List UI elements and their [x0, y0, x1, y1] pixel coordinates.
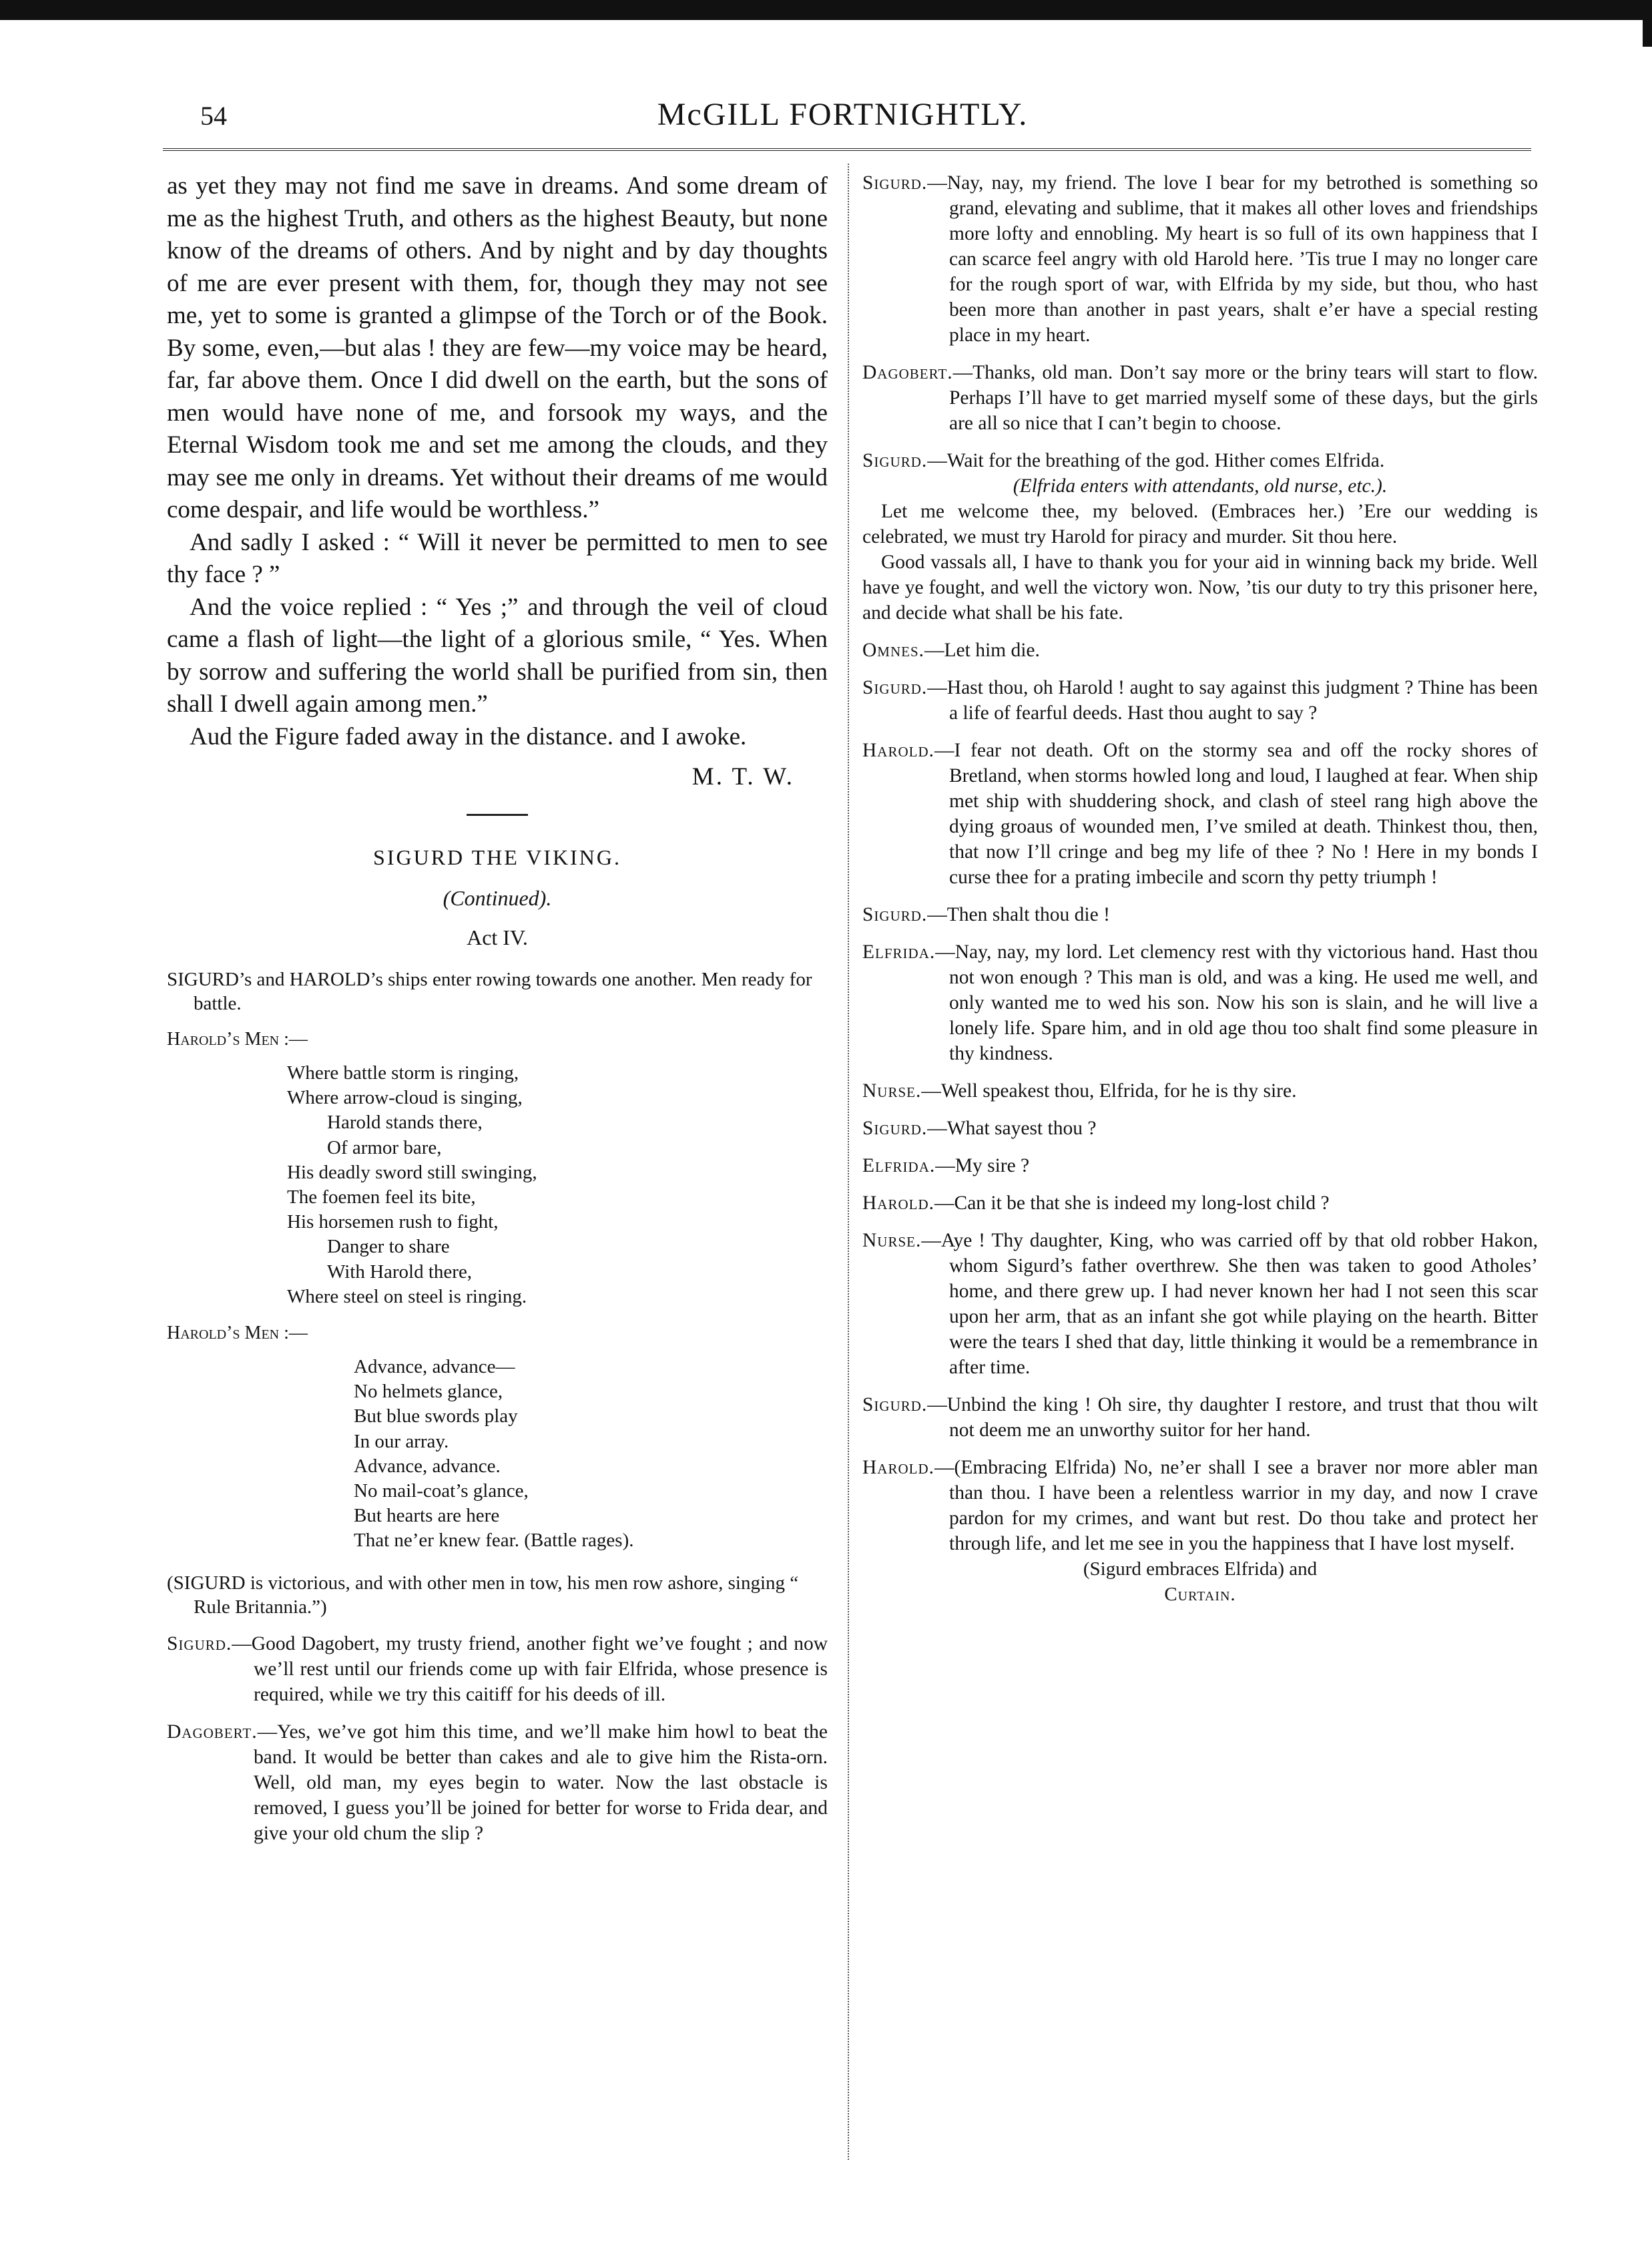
- speech-harold: [862, 738, 1538, 890]
- speaker-name: Sigurd.: [862, 450, 928, 471]
- speech-elfrida: [862, 939, 1538, 1066]
- verse-line: Harold stands there,: [327, 1112, 483, 1134]
- verse-block: [354, 1355, 828, 1554]
- essay-paragraph: And sadly I asked : “ Will it never be permitted to men to see thy face ? ”: [167, 528, 828, 588]
- speech-text: —Well speakest thou, Elfrida, for he is thy sire.: [921, 1080, 1297, 1102]
- speaker-name: Harold.: [862, 1457, 935, 1478]
- speech-sigurd: [862, 1392, 1538, 1443]
- speech-sigurd: [862, 902, 1538, 927]
- essay-paragraph: And the voice replied : “ Yes ;” and through the veil of cloud came a flash of light—the light of a glorious smile, “ Yes. When by sorrow and suffering the world shall be purified from sin, then shall I dwell again among men.”: [167, 593, 828, 718]
- speech-sigurd: [862, 448, 1538, 473]
- speech-nurse: [862, 1078, 1538, 1104]
- speaker-name: Sigurd.: [862, 1118, 928, 1139]
- speaker-name: Dagobert.: [167, 1721, 258, 1743]
- verse-line: Danger to share: [327, 1236, 450, 1258]
- verse-line: Where arrow-cloud is singing,: [287, 1087, 523, 1109]
- verse-line: His horsemen rush to fight,: [287, 1211, 499, 1233]
- speech-text: —Thanks, old man. Don’t say more or the briny tears will start to flow. Perhaps I’ll have to get married myself some of these days, but the girls are all so nice that I can’t begin to choose.: [949, 362, 1538, 434]
- essay-paragraph: as yet they may not find me save in dreams. And some dream of me as the highest Truth, and others as the highest Beauty, but none know of the dreams of others. And by night and by day thoughts of me are ever present with them, for, though they may not see me, yet to some is granted a glimpse of the Torch or of the Book. By some, even,—but alas ! they are few—my voice may be heard, far, far above them. Once I did dwell on the earth, but the sons of men would have none of me, and forsook my ways, and the Eternal Wisdom took me and set me among the clouds, and they may see me only in dreams. Yet without their dreams of me would come despair, and life would be worthless.”: [167, 172, 828, 523]
- speech-sigurd: [862, 1116, 1538, 1141]
- verse-line: His deadly sword still swinging,: [287, 1161, 537, 1183]
- speaker-name: Harold.: [862, 1192, 935, 1214]
- speech-text: —Let him die.: [924, 640, 1040, 661]
- speech-text: —(Embracing Elfrida) No, ne’er shall I see a braver nor more abler man than thou. I have been a relentless warrior in my day, and now I crave pardon for my crimes, and want but rest. Do thou take and protect her through life, and let me see in you the happiness that I have lost myself.: [934, 1457, 1538, 1554]
- speaker-name: Elfrida.: [862, 1155, 936, 1176]
- speech-harold: [862, 1190, 1538, 1216]
- verse-line: No helmets glance,: [354, 1381, 503, 1403]
- speech-text: —Good Dagobert, my trusty friend, another fight we’ve fought ; and now we’ll rest until our friends come up with fair Elfrida, whose presence is required, while we try this caitiff for his deeds of ill.: [232, 1632, 828, 1705]
- verse-line: Of armor bare,: [327, 1136, 442, 1158]
- chorus-heading: Harold’s Men :—: [167, 1323, 308, 1344]
- speech-text: —Nay, nay, my lord. Let clemency rest with thy victorious hand. Hast thou not won enough ? This man is old, and was a king. He used me well, and only wanted me to wed his son. Now his son is slain, and he will live a lonely life. Spare him, and in old age thou too shalt find some pleasure in thy kindness.: [935, 941, 1538, 1064]
- header-rule: [163, 148, 1531, 151]
- speech-sigurd: [862, 170, 1538, 348]
- left-column: [167, 170, 828, 1846]
- speaker-name: Sigurd.: [862, 677, 928, 698]
- play-title: SIGURD THE VIKING.: [373, 845, 621, 869]
- verse-line: The foemen feel its bite,: [287, 1186, 476, 1208]
- speech-text: —Wait for the breathing of the god. Hither comes Elfrida.: [927, 450, 1385, 471]
- speaker-name: Nurse.: [862, 1230, 922, 1251]
- right-column: [862, 170, 1538, 1607]
- final-stage-direction: (Sigurd embraces Elfrida) and: [1083, 1558, 1318, 1580]
- author-signature: M. T. W.: [692, 763, 794, 791]
- speech-text: —Nay, nay, my friend. The love I bear for my betrothed is something so grand, elevating and sublime, that it makes all other loves and friendships more lofty and ennobling. My heart is so full of its own happiness that I can scarce feel angry with old Harold here. ’Tis true I may no longer care for the rough sport of war, with Elfrida by my side, but thou, who hast been more than another in past years, shalt e’er have a special resting place in my heart.: [927, 172, 1538, 346]
- chorus-heading: Harold’s Men :—: [167, 1029, 308, 1050]
- play-subtitle: (Continued).: [443, 886, 552, 910]
- speaker-name: Harold.: [862, 740, 935, 761]
- speech-sigurd: [862, 675, 1538, 726]
- speech-text: —Then shalt thou die !: [927, 904, 1110, 925]
- speech-text: —Can it be that she is indeed my long-lost child ?: [934, 1192, 1330, 1214]
- column-divider: [848, 164, 849, 2160]
- scan-edge-top: [0, 0, 1652, 20]
- speech-text: —Hast thou, oh Harold ! aught to say against this judgment ? Thine has been a life of fearful deeds. Hast thou aught to say ?: [927, 677, 1538, 724]
- speech-text: —Unbind the king ! Oh sire, thy daughter I restore, and trust that thou wilt not deem me an unworthy suitor for her hand.: [927, 1394, 1538, 1441]
- speaker-name: Sigurd.: [862, 1394, 928, 1415]
- page-number: 54: [200, 101, 227, 131]
- speech-paragraph: Good vassals all, I have to thank you for your aid in winning back my bride. Well have ye fought, and well the victory won. Now, ’tis our duty to try this prisoner here, and decide what shall be his fate.: [862, 551, 1538, 624]
- speech-text: —What sayest thou ?: [927, 1118, 1097, 1139]
- speaker-name: Nurse.: [862, 1080, 922, 1102]
- speech-harold: [862, 1455, 1538, 1556]
- verse-line: In our array.: [354, 1430, 449, 1452]
- verse-line: Where steel on steel is ringing.: [287, 1285, 527, 1307]
- stage-direction: (SIGURD is victorious, and with other men in tow, his men row ashore, singing “ Rule Britannia.”): [167, 1572, 799, 1618]
- speech-nurse: [862, 1228, 1538, 1380]
- speaker-name: Elfrida.: [862, 941, 936, 963]
- journal-title: McGILL FORTNIGHTLY.: [657, 97, 1029, 132]
- curtain-line: Curtain.: [1164, 1584, 1236, 1605]
- verse-line: But hearts are here: [354, 1505, 500, 1527]
- speech-dagobert: [167, 1719, 828, 1846]
- section-separator: [467, 814, 528, 816]
- verse-line: That ne’er knew fear. (Battle rages).: [354, 1530, 634, 1552]
- stage-direction: (Elfrida enters with attendants, old nurse, etc.).: [1013, 475, 1388, 497]
- essay-paragraph: Aud the Figure faded away in the distance. and I awoke.: [190, 722, 747, 750]
- speech-text: —I fear not death. Oft on the stormy sea and off the rocky shores of Bretland, when storms howled long and loud, I laughed at fear. When ship met ship with shuddering shock, and clash of steel rang high above the dying groaus of wounded men, I’ve smiled at death. Thinkest thou, then, that now I’ll cringe and beg my life of thee ? No ! Here in my bonds I curse thee for a prating imbecile and scorn thy petty triumph !: [934, 740, 1538, 888]
- speech-dagobert: [862, 360, 1538, 436]
- page-header: [154, 97, 1532, 140]
- act-heading: Act IV.: [467, 925, 528, 949]
- speaker-name: Sigurd.: [862, 172, 928, 194]
- speaker-name: Sigurd.: [167, 1632, 232, 1654]
- verse-line: Advance, advance.: [354, 1455, 501, 1477]
- speaker-name: Dagobert.: [862, 362, 953, 383]
- scan-edge-right: [1643, 0, 1652, 47]
- speech-text: —Yes, we’ve got him this time, and we’ll make him howl to beat the band. It would be better than cakes and ale to give him the Rista-orn. Well, old man, my eyes begin to water. Now the last obstacle is removed, I guess you’ll be joined for better for worse to Frida dear, and give your old chum the slip ?: [254, 1721, 828, 1844]
- verse-line: With Harold there,: [327, 1261, 473, 1283]
- speech-paragraph: Let me welcome thee, my beloved. (Embraces her.) ’Ere our wedding is celebrated, we must try Harold for piracy and murder. Sit thou here.: [862, 501, 1538, 547]
- verse-line: Advance, advance—: [354, 1356, 515, 1378]
- speaker-name: Sigurd.: [862, 904, 928, 925]
- verse-block: [287, 1061, 828, 1309]
- speech-text: —Aye ! Thy daughter, King, who was carried off by that old robber Hakon, whom Sigurd’s father overthrew. She then was taken to good Atholes’ home, and there grew up. I had never known her had I not seen this scar upon her arm, that as an infant she got while playing on the hearth. Bitter were the tears I shed that day, little thinking it would be a remembrance in after time.: [921, 1230, 1538, 1378]
- stage-direction: SIGURD’s and HAROLD’s ships enter rowing towards one another. Men ready for battle.: [167, 969, 812, 1014]
- verse-line: But blue swords play: [354, 1405, 518, 1427]
- verse-line: Where battle storm is ringing,: [287, 1062, 519, 1084]
- speech-omnes: [862, 638, 1538, 663]
- speech-sigurd: [167, 1631, 828, 1707]
- verse-line: No mail-coat’s glance,: [354, 1480, 529, 1502]
- speech-text: —My sire ?: [935, 1155, 1030, 1176]
- speaker-name: Omnes.: [862, 640, 925, 661]
- speech-elfrida: [862, 1153, 1538, 1178]
